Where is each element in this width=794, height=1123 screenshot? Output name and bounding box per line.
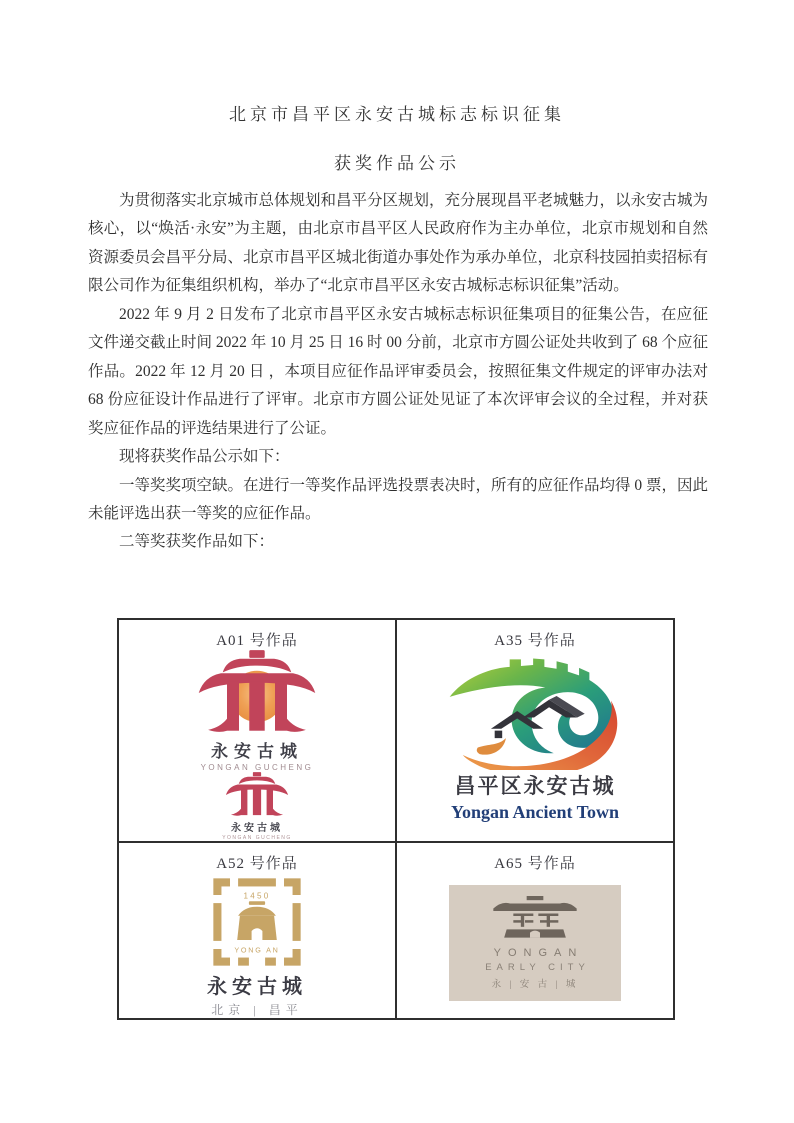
paragraph-intro: 为贯彻落实北京城市总体规划和昌平分区规划，充分展现昌平老城魅力，以永安古城为核心，以“焕活·永安”为主题，由北京市昌平区人民政府作为主办单位，北京市规划和自然资源委员会昌平分局、北京市昌平区城北街道办事处作为承办单位，北京科技园拍卖招标有限公司作为征集组织机构，举办了“北京市昌平区永安古城标志标识征集”活动。 bbox=[88, 192, 709, 295]
a52-frame-text: YONG AN bbox=[234, 945, 280, 955]
a65-cn-name: 永 | 安 古 | 城 bbox=[491, 980, 579, 990]
a65-en-line2: EARLY CITY bbox=[485, 962, 590, 973]
a65-logo-card bbox=[449, 885, 621, 1001]
a01-en-name: YONGAN GUCHENG bbox=[200, 763, 314, 772]
doc-body bbox=[88, 187, 708, 557]
work-cell-a35 bbox=[397, 620, 673, 843]
a35-en-name: Yongan Ancient Town bbox=[450, 802, 620, 822]
work-cell-a52 bbox=[119, 843, 397, 1018]
work-label-a35: A35 号作品 bbox=[494, 633, 576, 649]
doc-title: 北京市昌平区永安古城标志标识征集 bbox=[229, 105, 565, 124]
a65-gate-icon bbox=[493, 896, 577, 941]
work-label-a52: A52 号作品 bbox=[216, 856, 298, 872]
work-label-a01: A01 号作品 bbox=[216, 633, 298, 649]
doc-subtitle: 获奖作品公示 bbox=[334, 154, 460, 173]
paragraph-first-prize: 一等奖奖项空缺。在进行一等奖作品评选投票表决时，所有的应征作品均得 0 票，因此未能评选出获一等奖的应征作品。 bbox=[88, 476, 709, 522]
a01-cn-name-small: 永安古城 bbox=[231, 823, 283, 834]
a52-subtitle: 北京 | 昌平 bbox=[211, 1003, 303, 1017]
work-cell-a65 bbox=[397, 843, 673, 1018]
work-cell-a01 bbox=[119, 620, 397, 843]
a52-gold-wall-frame-icon bbox=[210, 877, 304, 967]
work-label-a65: A65 号作品 bbox=[494, 856, 576, 872]
a01-red-gate-icon-small bbox=[225, 772, 289, 818]
a35-greatwall-swirl-icon bbox=[434, 650, 636, 770]
a35-cn-name: 昌平区永安古城 bbox=[454, 774, 616, 798]
a01-cn-name: 永安古城 bbox=[211, 742, 303, 761]
a52-cn-name: 永安古城 bbox=[207, 976, 307, 998]
a65-en-line1: YONGAN bbox=[493, 947, 584, 959]
a01-red-gate-sun-icon bbox=[197, 650, 317, 736]
winners-table bbox=[117, 618, 675, 1020]
a52-year-text: 1450 bbox=[243, 891, 271, 901]
paragraph-process: 2022 年 9 月 2 日发布了北京市昌平区永安古城标志标识征集项目的征集公告，在应征文件递交截止时间 2022 年 10 月 25 日 16 时 00 分前，北京市方圆公证处共收到了 68 个应征作品。2022 年 12 月 20 日 ，本项目应征作品评审委员会，按照征集文件规定的评审办法对 68 份应征设计作品进行了评审。北京市方圆公证处见证了本次评审会议的全过程，并对获奖应征作品的评选结果进行了公证。 bbox=[88, 305, 709, 437]
paragraph-announce: 现将获奖作品公示如下： bbox=[119, 448, 290, 466]
paragraph-second-prize: 二等奖获奖作品如下： bbox=[119, 533, 275, 551]
a01-en-name-small: YONGAN GUCHENG bbox=[222, 835, 292, 841]
